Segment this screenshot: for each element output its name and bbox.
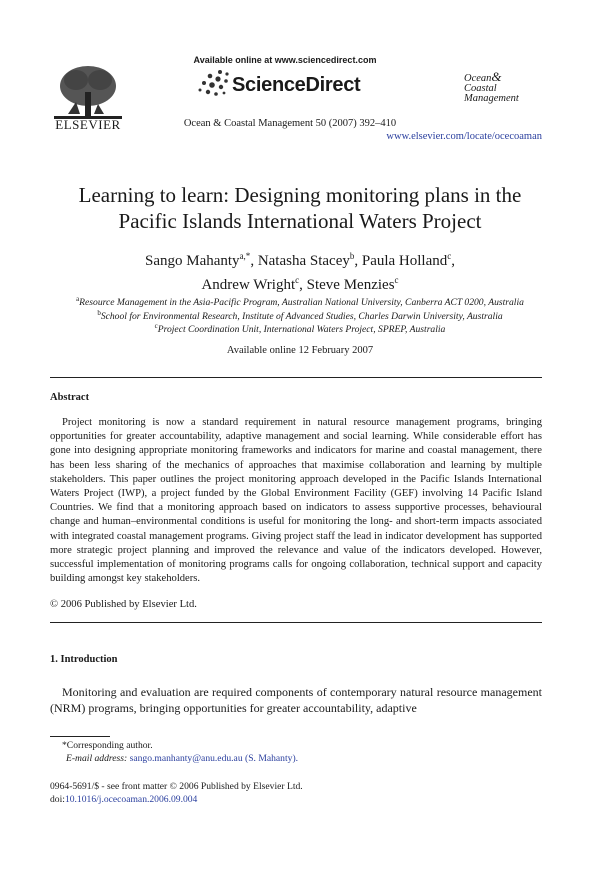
author-name: Sango Mahanty bbox=[144, 253, 240, 269]
author-affil-mark[interactable]: b bbox=[349, 251, 355, 261]
doi-link[interactable]: 10.1016/j.ocecoaman.2006.09.004 bbox=[64, 794, 198, 805]
author-name: Steve Menzies bbox=[306, 277, 395, 293]
corresponding-author-note: *Corresponding author. bbox=[62, 740, 153, 751]
abstract-copyright: © 2006 Published by Elsevier Ltd. bbox=[50, 599, 197, 610]
sciencedirect-wordmark: ScienceDirect bbox=[232, 74, 361, 96]
article-title bbox=[40, 182, 560, 234]
sciencedirect-dots-icon bbox=[196, 68, 232, 98]
author-affil-mark[interactable]: c bbox=[295, 275, 300, 285]
author-affil-mark[interactable]: c bbox=[394, 275, 399, 285]
email-label: E-mail address: bbox=[66, 753, 128, 764]
author-name: Paula Holland bbox=[361, 253, 448, 269]
affiliation-b: $^b$School for Environmental Research, Institute of Advanced Studies, Charles Darwin University, Australia bbox=[97, 309, 503, 323]
author-name: Natasha Stacey bbox=[257, 253, 350, 269]
abstract-top-rule bbox=[50, 377, 542, 378]
issn-line: 0964-5691/$ - see front matter © 2006 Published by Elsevier Ltd. bbox=[50, 781, 303, 792]
author-name: Andrew Wright bbox=[201, 277, 296, 293]
authors-line-2: Andrew Wright$^c$, Steve Menzies$^c$ bbox=[201, 275, 399, 293]
journal-logo-line-2: Coastal bbox=[464, 83, 497, 94]
section-heading-introduction: 1. Introduction bbox=[50, 654, 118, 665]
email-link[interactable]: sango.manhanty@anu.edu.au (S. Mahanty). bbox=[129, 753, 299, 764]
online-date: Available online 12 February 2007 bbox=[226, 345, 374, 356]
authors-line-1: Sango Mahanty$^{a,*}$, Natasha Stacey$^b$, Paula Holland$^c$, bbox=[144, 251, 456, 269]
journal-logo-line-3: Management bbox=[464, 93, 519, 104]
available-online-banner: Available online at www.sciencedirect.com bbox=[193, 55, 377, 65]
title-line-1: Learning to learn: Designing monitoring plans in the bbox=[78, 183, 522, 207]
email-footnote bbox=[66, 753, 298, 764]
introduction-paragraph: Monitoring and evaluation are required components of contemporary natural resource management (NRM) programs, bringing opportunities for greater accountability, adaptive bbox=[50, 685, 542, 715]
author-list bbox=[40, 247, 560, 295]
author-affil-mark[interactable]: a,* bbox=[239, 251, 251, 261]
abstract-bottom-rule bbox=[50, 622, 542, 623]
abstract-body: Project monitoring is now a standard requirement in natural resource management programs, bringing opportunities for greater accountability, adaptive management and social learning. While considerable effort has gone into designing appropriate monitoring frameworks and indicators for marine and coastal management, there has been less sharing of the mechanics of approaches that maximise collaboration and learning by multiple stakeholders. This paper outlines the project monitoring approach developed in the Pacific Islands International Waters Project (IWP), a project funded by the Global Environment Facility (GEF) involving 14 Pacific Island Countries. We find that a monitoring approach based on indicators to assess supportive processes, behavioural change and human–environmental conditions is useful for monitoring the long- and short-term impacts associated with integrated coastal management programs. Giving project staff the lead in indicator development has supported more strategic project planning and improved the relevance and value of the indicators developed. However, successful implementation of monitoring programs calls for ongoing collaboration, technical support and capacity building amongst key stakeholders. bbox=[50, 417, 542, 585]
journal-citation: Ocean & Coastal Management 50 (2007) 392–410 bbox=[183, 118, 397, 129]
author-affil-mark[interactable]: c bbox=[447, 251, 452, 261]
affiliation-a: $^a$Resource Management in the Asia-Pacific Program, Australian National University, Canberra ACT 0200, Australia bbox=[76, 295, 524, 309]
publisher-name: ELSEVIER bbox=[55, 117, 121, 132]
title-line-2: Pacific Islands International Waters Project bbox=[118, 209, 482, 233]
doi-line: doi:10.1016/j.ocecoaman.2006.09.004 bbox=[50, 794, 198, 805]
abstract-heading: Abstract bbox=[50, 392, 90, 403]
journal-logo-amp: & bbox=[491, 69, 502, 84]
footnote-rule bbox=[50, 736, 110, 737]
journal-logo-line-1: Ocean bbox=[464, 73, 492, 84]
affiliation-c: $^c$Project Coordination Unit, International Waters Project, SPREP, Australia bbox=[154, 322, 446, 336]
journal-url-link[interactable]: www.elsevier.com/locate/ocecoaman bbox=[386, 131, 542, 142]
journal-logo bbox=[464, 69, 554, 104]
